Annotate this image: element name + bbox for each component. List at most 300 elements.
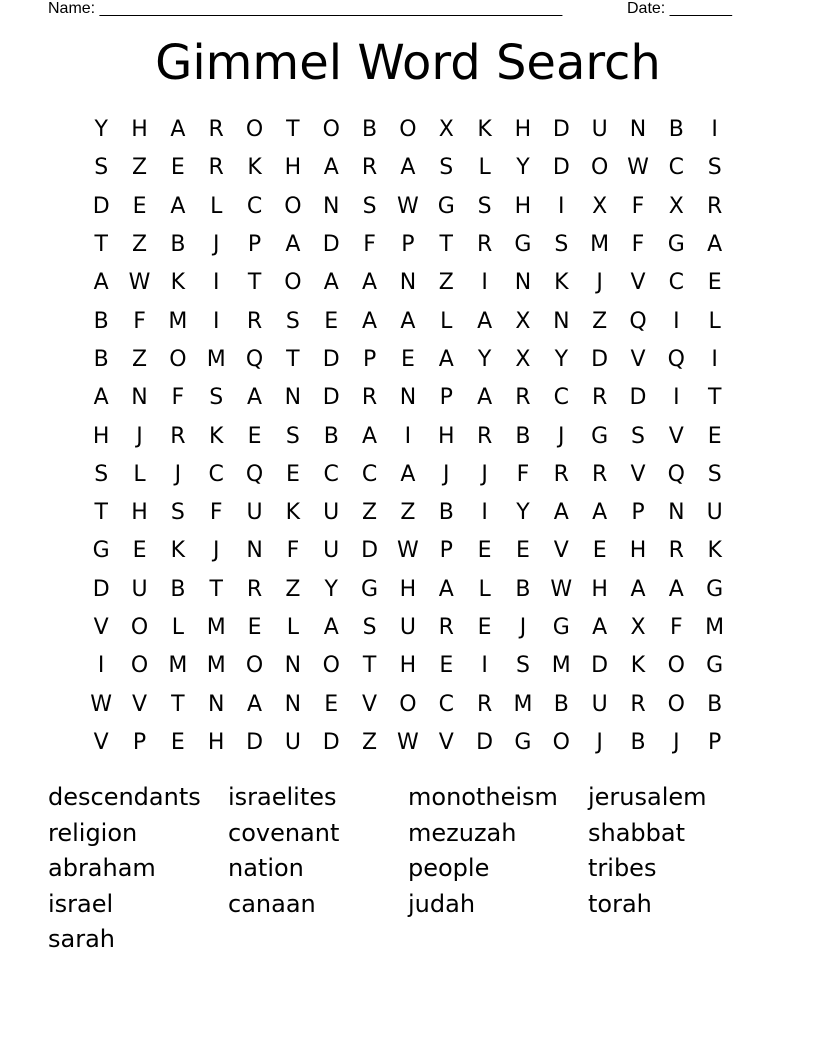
grid-letter: W — [550, 576, 573, 602]
grid-letter: Q — [667, 346, 685, 372]
grid-letter: B — [323, 423, 339, 449]
word-list-item: tribes — [588, 854, 657, 882]
grid-letter: Y — [516, 155, 530, 181]
grid-letter: M — [705, 615, 725, 640]
word-list-item: people — [408, 854, 490, 882]
grid-letter: E — [324, 691, 339, 717]
grid-letter: F — [209, 500, 223, 526]
grid-letter: D — [629, 385, 647, 411]
grid-letter: F — [363, 232, 376, 258]
grid-letter: A — [323, 615, 339, 640]
grid-row — [82, 302, 734, 340]
grid-letter: F — [631, 232, 645, 258]
grid-letter: O — [552, 729, 570, 755]
grid-letter: T — [286, 346, 300, 372]
word-list-item: covenant — [228, 818, 340, 847]
grid-letter: I — [673, 385, 680, 411]
grid-letter: G — [591, 423, 609, 449]
grid-letter: U — [323, 500, 340, 526]
grid-letter: D — [361, 538, 379, 564]
grid-letter: A — [170, 193, 186, 219]
grid-letter: A — [438, 576, 454, 602]
grid-letter: S — [554, 232, 569, 258]
grid-letter: G — [361, 576, 379, 602]
grid-row — [82, 149, 734, 187]
grid-letter: O — [399, 117, 417, 143]
grid-letter: V — [93, 729, 109, 755]
grid-letter: K — [477, 117, 492, 143]
grid-letter: E — [516, 538, 530, 564]
grid-letter: F — [516, 461, 530, 487]
grid-letter: C — [438, 691, 454, 717]
grid-letter: A — [553, 500, 569, 526]
grid-letter: G — [92, 538, 110, 564]
grid-letter: T — [171, 691, 185, 717]
grid-letter: E — [247, 423, 262, 449]
grid-letter: R — [668, 538, 684, 564]
grid-row — [82, 379, 734, 417]
grid-letter: W — [128, 270, 151, 296]
grid-letter: R — [591, 461, 608, 487]
grid-letter: Y — [324, 576, 338, 602]
grid-letter: P — [439, 385, 453, 411]
grid-letter: R — [591, 385, 608, 411]
grid-letter: D — [476, 729, 494, 755]
grid-letter: S — [707, 461, 722, 487]
grid-row — [82, 111, 734, 149]
grid-row — [82, 571, 734, 609]
grid-row — [82, 264, 734, 302]
grid-letter: A — [438, 346, 454, 372]
grid-letter: G — [667, 232, 685, 258]
grid-letter: I — [212, 270, 220, 296]
grid-letter: N — [131, 385, 148, 411]
word-list-item: israelites — [228, 783, 337, 811]
grid-letter: O — [322, 653, 340, 679]
grid-letter: L — [478, 576, 491, 602]
grid-letter: L — [210, 193, 223, 219]
grid-letter: J — [443, 461, 450, 487]
grid-letter: K — [170, 538, 186, 564]
grid-letter: G — [706, 653, 724, 679]
grid-letter: A — [668, 576, 684, 602]
grid-letter: J — [212, 538, 220, 564]
grid-letter: V — [362, 691, 378, 717]
grid-letter: D — [322, 232, 340, 258]
grid-letter: R — [208, 117, 224, 143]
grid-letter: D — [322, 346, 340, 372]
grid-letter: E — [592, 538, 607, 564]
grid-letter: A — [477, 385, 493, 411]
grid-letter: D — [246, 729, 264, 755]
grid-letter: X — [515, 308, 531, 334]
grid-letter: F — [171, 385, 185, 411]
grid-letter: S — [362, 615, 377, 640]
grid-letter: N — [246, 538, 263, 564]
word-list-item: sarah — [48, 925, 115, 953]
word-list-item: canaan — [228, 889, 316, 918]
grid-letter: E — [247, 615, 262, 640]
grid-letter: H — [399, 653, 417, 679]
grid-letter: F — [133, 308, 146, 334]
grid-letter: R — [361, 155, 378, 181]
grid-letter: U — [246, 500, 263, 526]
grid-letter: Q — [629, 308, 647, 334]
grid-letter: H — [514, 193, 532, 219]
grid-letter: K — [208, 423, 224, 449]
grid-letter: S — [362, 193, 377, 219]
grid-letter: E — [170, 155, 185, 181]
grid-letter: I — [711, 346, 718, 372]
grid-letter: A — [93, 270, 109, 296]
grid-letter: T — [209, 576, 223, 602]
grid-letter: P — [708, 729, 722, 755]
grid-letter: P — [439, 538, 453, 564]
grid-letter: R — [438, 615, 454, 640]
grid-letter: J — [519, 615, 527, 640]
grid-letter: E — [477, 615, 492, 640]
grid-letter: K — [247, 155, 262, 181]
grid-letter: N — [399, 270, 417, 296]
grid-letter: D — [92, 576, 110, 602]
grid-letter: T — [439, 232, 453, 258]
word-list-item: abraham — [48, 854, 156, 882]
grid-letter: M — [206, 346, 226, 372]
grid-letter: D — [591, 653, 609, 679]
word-list-item: monotheism — [408, 783, 558, 811]
word-list-item: descendants — [48, 783, 201, 811]
grid-letter: D — [92, 193, 110, 219]
grid-letter: R — [630, 691, 646, 717]
grid-letter: H — [591, 576, 608, 602]
grid-letter: D — [552, 155, 570, 181]
grid-letter: C — [668, 270, 685, 296]
grid-letter: O — [667, 691, 685, 717]
grid-letter: M — [513, 691, 533, 717]
grid-letter: J — [596, 729, 603, 755]
grid-row — [82, 532, 734, 570]
grid-letter: H — [437, 423, 455, 449]
grid-letter: N — [514, 270, 532, 296]
grid-letter: R — [476, 423, 493, 449]
grid-letter: R — [246, 308, 263, 334]
word-list-item: religion — [48, 818, 138, 847]
grid-letter: U — [323, 538, 340, 564]
grid-letter: S — [94, 461, 109, 487]
grid-letter: G — [437, 193, 455, 219]
grid-letter: G — [514, 232, 532, 258]
grid-letter: W — [397, 538, 419, 564]
grid-letter: H — [399, 576, 417, 602]
word-list — [48, 780, 768, 958]
word-list-item: torah — [588, 889, 652, 918]
grid-letter: A — [400, 308, 416, 334]
grid-letter: U — [399, 615, 416, 640]
grid-letter: E — [477, 538, 492, 564]
grid-letter: I — [673, 308, 680, 334]
grid-letter: J — [174, 461, 182, 487]
grid-letter: N — [284, 385, 302, 411]
grid-letter: O — [130, 615, 149, 640]
grid-letter: I — [711, 117, 718, 143]
grid-letter: Z — [131, 346, 148, 372]
grid-letter: T — [286, 117, 300, 143]
grid-letter: O — [399, 691, 417, 717]
grid-letter: X — [630, 615, 646, 640]
grid-letter: Z — [131, 232, 148, 258]
grid-letter: N — [207, 691, 225, 717]
grid-letter: B — [170, 232, 186, 258]
word-list-item: shabbat — [588, 818, 686, 847]
grid-letter: A — [477, 308, 493, 334]
grid-letter: O — [322, 117, 340, 143]
grid-letter: R — [707, 193, 723, 219]
grid-letter: D — [322, 729, 340, 755]
grid-row — [82, 609, 734, 647]
word-list-item: israel — [48, 889, 114, 918]
grid-letter: E — [324, 308, 339, 334]
grid-letter: I — [97, 653, 105, 679]
grid-letter: K — [630, 653, 646, 679]
grid-letter: Z — [438, 270, 454, 296]
grid-letter: O — [284, 270, 302, 296]
grid-letter: B — [438, 500, 454, 526]
grid-letter: V — [131, 691, 148, 717]
grid-letter: J — [481, 461, 488, 487]
grid-letter: M — [590, 232, 610, 258]
page-title: Gimmel Word Search — [155, 35, 661, 91]
grid-letter: R — [476, 691, 493, 717]
grid-letter: Q — [245, 461, 264, 487]
grid-letter: B — [362, 117, 378, 143]
grid-letter: L — [478, 155, 491, 181]
grid-letter: P — [247, 232, 262, 258]
grid-letter: S — [515, 653, 530, 679]
grid-letter: S — [170, 500, 185, 526]
grid-letter: T — [707, 385, 722, 411]
grid-letter: M — [206, 615, 226, 640]
grid-row — [82, 647, 734, 685]
grid-letter: U — [591, 691, 608, 717]
word-list-item: mezuzah — [408, 818, 517, 847]
grid-letter: V — [93, 615, 109, 640]
grid-letter: W — [90, 691, 113, 717]
grid-letter: U — [284, 729, 301, 755]
grid-letter: T — [247, 270, 262, 296]
grid-letter: K — [707, 538, 722, 564]
grid-letter: Q — [245, 346, 264, 372]
grid-letter: C — [208, 461, 224, 487]
word-list-item: nation — [228, 854, 304, 882]
grid-letter: B — [515, 576, 531, 602]
grid-letter: N — [323, 193, 340, 219]
grid-letter: N — [284, 691, 302, 717]
grid-letter: A — [247, 385, 263, 411]
grid-letter: T — [94, 232, 108, 258]
grid-letter: E — [707, 423, 722, 449]
grid-letter: N — [284, 653, 302, 679]
grid-letter: R — [361, 385, 378, 411]
grid-letter: M — [168, 653, 188, 679]
grid-letter: J — [136, 423, 143, 449]
grid-letter: A — [630, 576, 646, 602]
grid-letter: C — [553, 385, 569, 411]
grid-letter: Z — [400, 500, 416, 526]
grid-letter: G — [552, 615, 570, 640]
grid-letter: G — [514, 729, 532, 755]
grid-letter: A — [592, 500, 608, 526]
grid-letter: I — [212, 308, 220, 334]
grid-letter: E — [132, 538, 147, 564]
grid-letter: F — [286, 538, 300, 564]
grid-letter: V — [438, 729, 454, 755]
grid-letter: U — [706, 500, 723, 526]
grid-letter: R — [553, 461, 569, 487]
grid-letter: Z — [131, 155, 148, 181]
grid-letter: A — [247, 691, 263, 717]
grid-letter: Y — [94, 117, 108, 143]
grid-letter: L — [133, 461, 146, 487]
grid-letter: I — [558, 193, 565, 219]
grid-letter: R — [515, 385, 531, 411]
grid-letter: R — [476, 232, 493, 258]
grid-letter: S — [94, 155, 109, 181]
grid-letter: N — [399, 385, 417, 411]
grid-letter: O — [284, 193, 302, 219]
grid-letter: S — [707, 155, 722, 181]
grid-row — [82, 494, 734, 532]
grid-letter: M — [168, 308, 188, 334]
grid-letter: R — [208, 155, 224, 181]
grid-letter: B — [93, 346, 109, 372]
grid-letter: A — [323, 270, 339, 296]
grid-letter: L — [440, 308, 453, 334]
grid-letter: S — [477, 193, 492, 219]
grid-letter: Y — [477, 346, 492, 372]
grid-letter: X — [592, 193, 608, 219]
grid-letter: S — [209, 385, 224, 411]
grid-letter: E — [400, 346, 415, 372]
grid-letter: T — [94, 500, 108, 526]
grid-row — [82, 685, 734, 723]
grid-letter: A — [362, 423, 378, 449]
grid-letter: A — [400, 461, 416, 487]
grid-letter: L — [171, 615, 184, 640]
grid-letter: U — [131, 576, 148, 602]
grid-letter: V — [553, 538, 569, 564]
grid-letter: Y — [554, 346, 569, 372]
grid-letter: H — [131, 117, 148, 143]
grid-letter: N — [553, 308, 570, 334]
grid-letter: K — [554, 270, 569, 296]
grid-row — [82, 456, 734, 494]
grid-row — [82, 724, 734, 762]
letter-grid — [82, 111, 734, 762]
grid-letter: H — [629, 538, 647, 564]
grid-letter: C — [246, 193, 263, 219]
grid-letter: A — [170, 117, 186, 143]
date-field-line: Date: _______ — [627, 0, 732, 17]
grid-letter: L — [708, 308, 721, 334]
grid-row — [82, 417, 734, 455]
grid-letter: H — [207, 729, 225, 755]
grid-letter: D — [552, 117, 570, 143]
grid-letter: J — [212, 232, 220, 258]
grid-letter: O — [169, 346, 187, 372]
grid-letter: J — [673, 729, 680, 755]
grid-letter: C — [361, 461, 378, 487]
grid-letter: P — [362, 346, 377, 372]
grid-letter: P — [631, 500, 645, 526]
grid-letter: W — [397, 729, 419, 755]
grid-letter: A — [707, 232, 723, 258]
grid-letter: I — [481, 270, 488, 296]
grid-letter: Z — [362, 500, 378, 526]
grid-letter: X — [438, 117, 454, 143]
grid-letter: Z — [592, 308, 608, 334]
grid-letter: V — [668, 423, 684, 449]
grid-letter: B — [668, 117, 684, 143]
grid-letter: B — [630, 729, 646, 755]
grid-letter: F — [670, 615, 683, 640]
grid-letter: E — [132, 193, 147, 219]
grid-letter: O — [590, 155, 609, 181]
grid-letter: I — [481, 653, 488, 679]
grid-letter: G — [706, 576, 724, 602]
grid-letter: X — [515, 346, 531, 372]
grid-letter: I — [481, 500, 488, 526]
name-field-line: Name: ____________________________________________________ — [48, 0, 563, 17]
grid-row — [82, 188, 734, 226]
grid-letter: V — [630, 461, 646, 487]
grid-letter: K — [285, 500, 301, 526]
grid-letter: Y — [516, 500, 530, 526]
grid-letter: B — [515, 423, 531, 449]
grid-letter: E — [285, 461, 300, 487]
grid-letter: V — [630, 270, 646, 296]
grid-letter: M — [206, 653, 226, 679]
grid-letter: Z — [362, 729, 378, 755]
grid-letter: W — [397, 193, 419, 219]
grid-letter: B — [93, 308, 109, 334]
grid-letter: B — [170, 576, 186, 602]
grid-letter: I — [404, 423, 412, 449]
grid-letter: E — [170, 729, 185, 755]
grid-letter: T — [362, 653, 377, 679]
word-list-item: judah — [408, 889, 476, 918]
grid-letter: Z — [285, 576, 301, 602]
grid-letter: F — [631, 193, 645, 219]
grid-letter: A — [362, 308, 378, 334]
grid-letter: P — [401, 232, 415, 258]
grid-letter: J — [596, 270, 603, 296]
grid-row — [82, 341, 734, 379]
grid-letter: N — [629, 117, 647, 143]
grid-letter: A — [400, 155, 416, 181]
grid-letter: E — [439, 653, 454, 679]
grid-letter: S — [439, 155, 454, 181]
grid-letter: B — [553, 691, 569, 717]
grid-letter: K — [170, 270, 186, 296]
grid-letter: A — [592, 615, 608, 640]
grid-letter: C — [323, 461, 339, 487]
grid-letter: H — [284, 155, 302, 181]
grid-letter: M — [551, 653, 571, 679]
grid-row — [82, 226, 734, 264]
grid-letter: O — [245, 117, 264, 143]
grid-letter: J — [558, 423, 565, 449]
grid-letter: A — [93, 385, 109, 411]
